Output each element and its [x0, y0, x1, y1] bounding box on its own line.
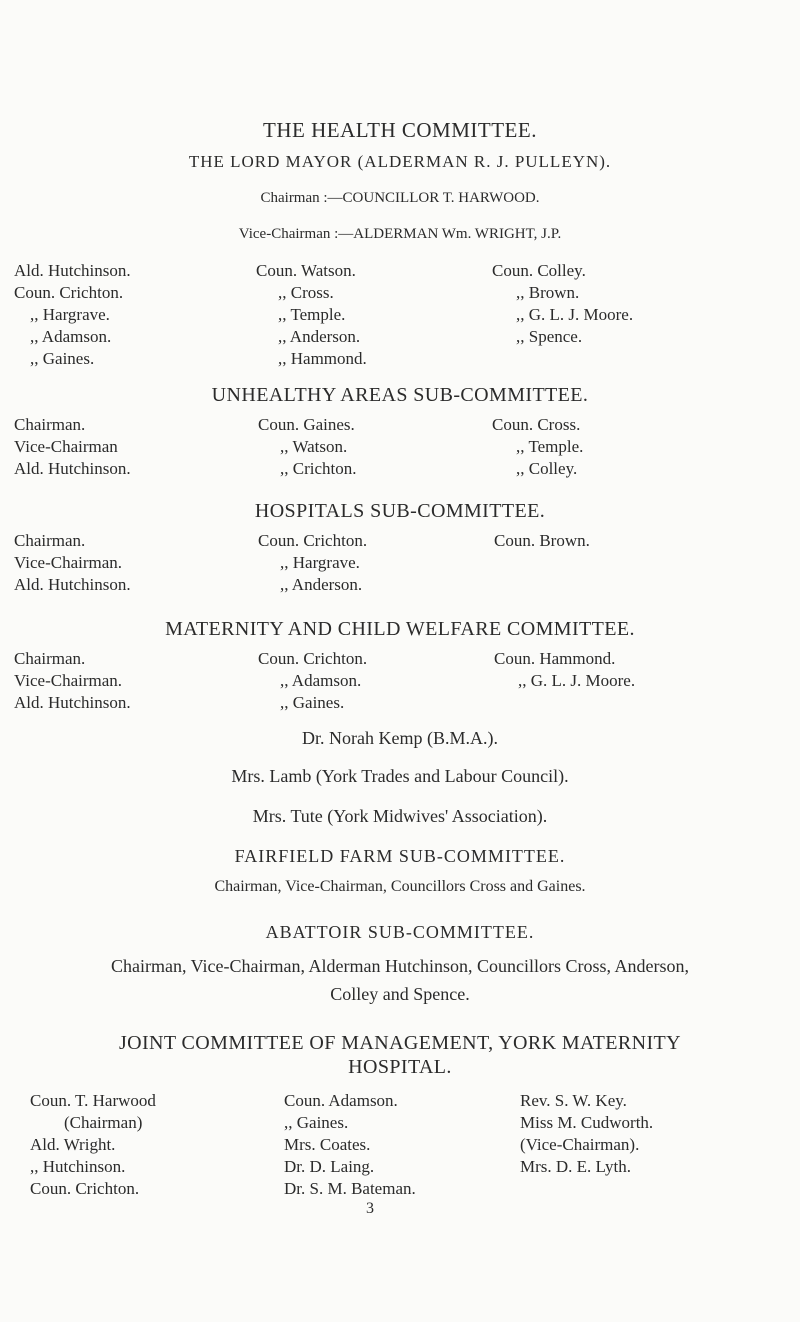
member-name: ,, Brown.	[516, 283, 580, 302]
joint-col2	[284, 1090, 416, 1200]
member-name: Coun. Cross.	[492, 415, 581, 434]
member-name: Dr. D. Laing.	[284, 1157, 375, 1176]
member-name: Chairman.	[14, 649, 86, 668]
unhealthy-col1	[14, 414, 131, 480]
member-name: Coun. Crichton.	[258, 531, 368, 550]
member-name: ,, Hammond.	[278, 349, 367, 368]
hospitals-col1	[14, 530, 131, 596]
abattoir-text-line1: Chairman, Vice-Chairman, Alderman Hutchinson, Councillors Cross, Anderson,	[110, 956, 689, 976]
member-name: Ald. Hutchinson.	[14, 261, 131, 280]
member-name: Chairman.	[14, 415, 86, 434]
hospitals-heading: HOSPITALS SUB-COMMITTEE.	[254, 500, 546, 522]
member-name: ,, Adamson.	[280, 671, 362, 690]
member-name: ,, Crichton.	[280, 459, 357, 478]
unhealthy-col2	[258, 414, 357, 480]
member-name: (Vice-Chairman).	[520, 1135, 640, 1154]
abattoir-heading: ABATTOIR SUB-COMMITTEE.	[265, 922, 535, 942]
member-name: Rev. S. W. Key.	[520, 1091, 627, 1110]
member-name: ,, Anderson.	[278, 327, 361, 346]
member-name: Vice-Chairman.	[14, 553, 123, 572]
lord-mayor-line: THE LORD MAYOR (ALDERMAN R. J. PULLEYN).	[188, 152, 612, 171]
member-name: ,, Anderson.	[280, 575, 363, 594]
member-name: Dr. S. M. Bateman.	[284, 1179, 416, 1198]
health-members-col3	[492, 260, 633, 348]
member-name: ,, Gaines.	[284, 1113, 349, 1132]
member-name: ,, Temple.	[516, 437, 584, 456]
member-name: Vice-Chairman.	[14, 671, 123, 690]
member-name: Ald. Hutchinson.	[14, 459, 131, 478]
member-name: Coun. Crichton.	[30, 1179, 140, 1198]
fairfield-heading: FAIRFIELD FARM SUB-COMMITTEE.	[234, 846, 566, 866]
member-name: ,, Watson.	[280, 437, 348, 456]
page-number: 3	[366, 1200, 374, 1217]
health-members-col2	[256, 260, 367, 370]
member-name: Chairman.	[14, 531, 86, 550]
unhealthy-heading: UNHEALTHY AREAS SUB-COMMITTEE.	[211, 384, 589, 406]
member-name: ,, Adamson.	[30, 327, 112, 346]
joint-col3	[520, 1090, 653, 1178]
member-name: Ald. Hutchinson.	[14, 693, 131, 712]
member-name: ,, Cross.	[278, 283, 334, 302]
member-name: Coun. T. Harwood	[30, 1091, 156, 1110]
joint-heading-line2: HOSPITAL.	[348, 1056, 452, 1078]
maternity-col2	[258, 648, 367, 714]
member-name: Mrs. D. E. Lyth.	[520, 1157, 631, 1176]
unhealthy-col3	[492, 414, 583, 480]
member-name: ,, Hargrave.	[30, 305, 110, 324]
member-name: ,, Spence.	[516, 327, 583, 346]
member-name: Mrs. Coates.	[284, 1135, 371, 1154]
member-name: Vice-Chairman	[14, 437, 118, 456]
maternity-heading: MATERNITY AND CHILD WELFARE COMMITTEE.	[165, 618, 635, 640]
member-name: Ald. Hutchinson.	[14, 575, 131, 594]
member-name: Coun. Watson.	[256, 261, 356, 280]
member-name: ,, Gaines.	[280, 693, 345, 712]
member-name: ,, Temple.	[278, 305, 346, 324]
member-name: Ald. Wright.	[30, 1135, 116, 1154]
member-name: Coun. Brown.	[494, 531, 590, 550]
hospitals-col2	[258, 530, 367, 596]
maternity-extra-member: Mrs. Lamb (York Trades and Labour Council).	[231, 766, 569, 786]
member-name: ,, G. L. J. Moore.	[516, 305, 634, 324]
chairman-line: Chairman :—COUNCILLOR T. HARWOOD.	[260, 190, 540, 206]
member-name: Miss M. Cudworth.	[520, 1113, 654, 1132]
joint-heading-line1: JOINT COMMITTEE OF MANAGEMENT, YORK MATERNITY	[118, 1032, 682, 1054]
joint-col1	[30, 1090, 156, 1200]
maternity-extra-member: Dr. Norah Kemp (B.M.A.).	[302, 728, 498, 748]
member-name: Coun. Hammond.	[494, 649, 616, 668]
vice-chairman-line: Vice-Chairman :—ALDERMAN Wm. WRIGHT, J.P.	[238, 226, 562, 242]
maternity-extra-member: Mrs. Tute (York Midwives' Association).	[252, 806, 548, 826]
member-name: Coun. Adamson.	[284, 1091, 398, 1110]
member-name: Coun. Crichton.	[14, 283, 124, 302]
health-members-col1	[14, 260, 131, 370]
maternity-col1	[14, 648, 131, 714]
member-name: ,, G. L. J. Moore.	[518, 671, 636, 690]
member-name: ,, Gaines.	[30, 349, 95, 368]
abattoir-text-line2: Colley and Spence.	[330, 984, 470, 1004]
member-name: Coun. Gaines.	[258, 415, 355, 434]
member-name: (Chairman)	[64, 1113, 143, 1132]
member-name: Coun. Colley.	[492, 261, 586, 280]
hospitals-col3	[494, 530, 590, 552]
maternity-col3	[494, 648, 635, 692]
member-name: ,, Hargrave.	[280, 553, 360, 572]
page-title: THE HEALTH COMMITTEE.	[263, 118, 537, 142]
member-name: ,, Hutchinson.	[30, 1157, 126, 1176]
member-name: ,, Colley.	[516, 459, 578, 478]
fairfield-text: Chairman, Vice-Chairman, Councillors Cross and Gaines.	[214, 878, 586, 895]
member-name: Coun. Crichton.	[258, 649, 368, 668]
